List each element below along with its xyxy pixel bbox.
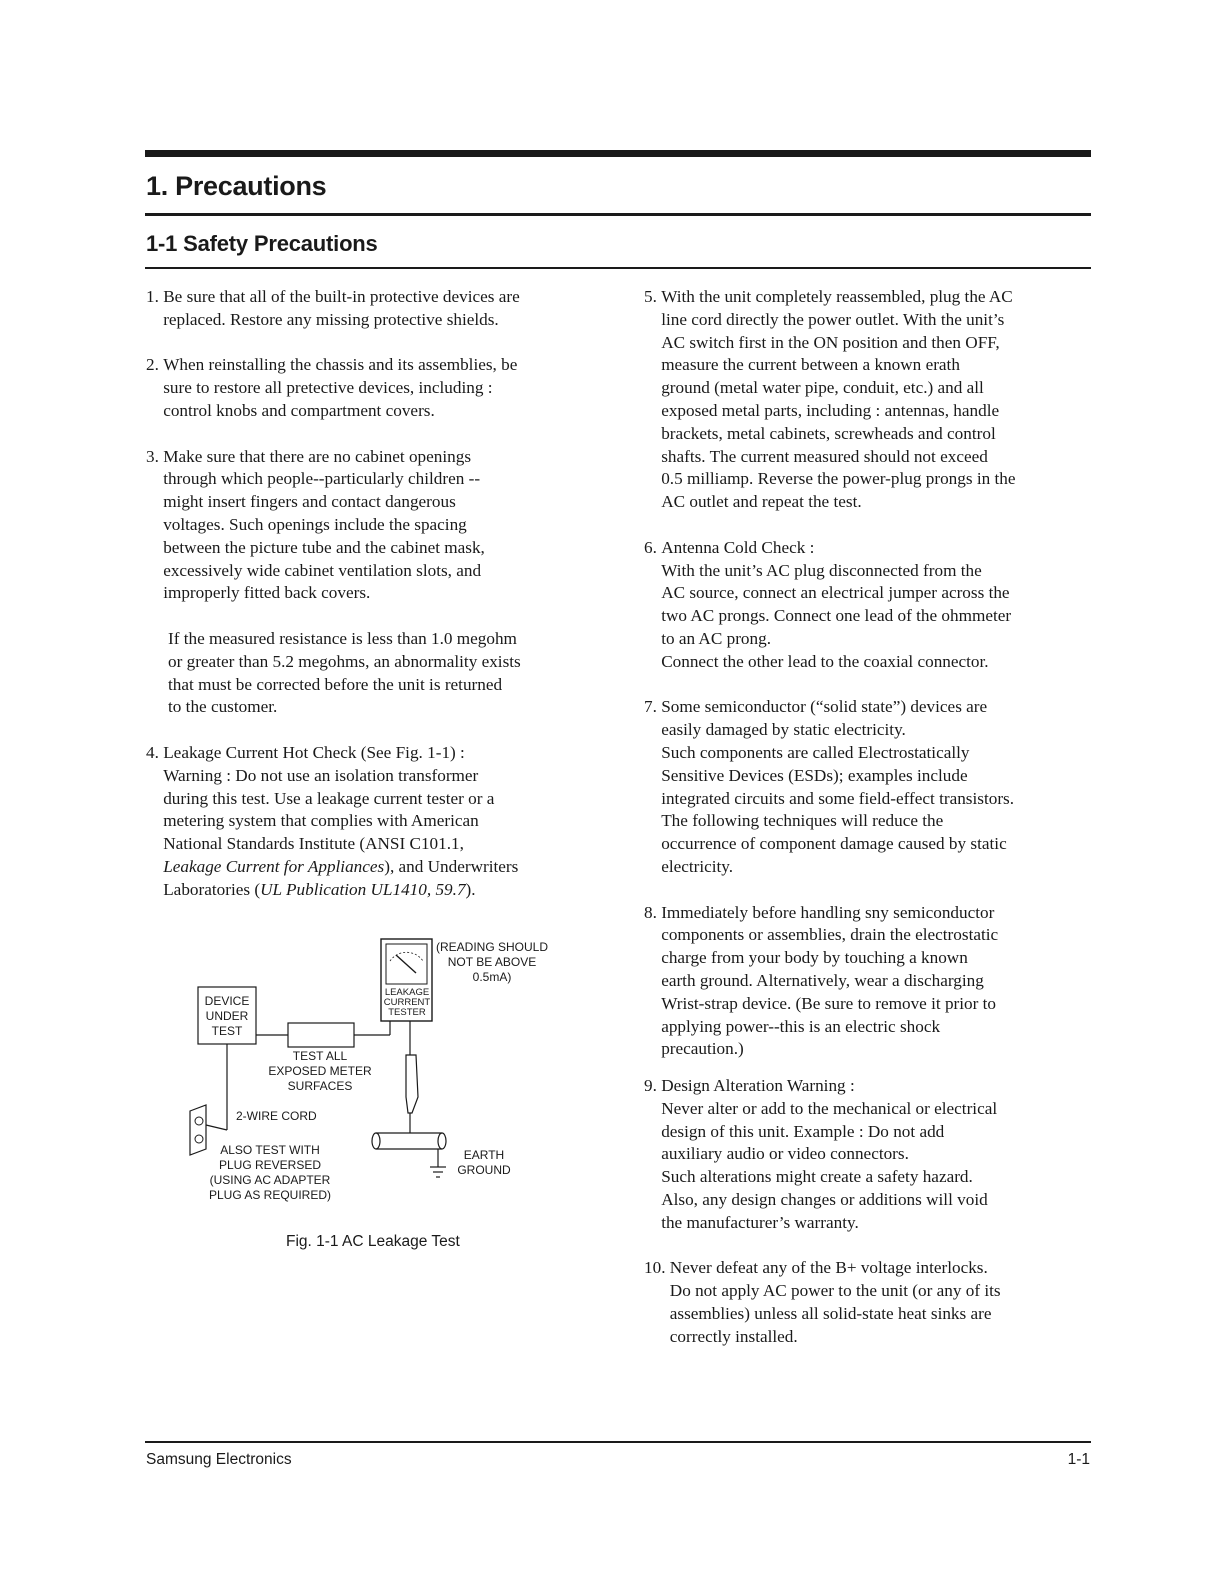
- left-column: [146, 286, 606, 902]
- note-text-line: If the measured resistance is less than 1.0 megohm: [168, 628, 517, 648]
- item-number: 5.: [644, 287, 662, 306]
- item-text-line: control knobs and compartment covers.: [163, 400, 435, 420]
- note-text-line: or greater than 5.2 megohms, an abnormality exists: [168, 651, 521, 671]
- item-text-line: Do not apply AC power to the unit (or any of its: [669, 1281, 1001, 1301]
- item-text-line: Some semiconductor (“solid state”) devices are: [661, 697, 988, 717]
- item-text-line: Wrist-strap device. (Be sure to remove it prior to: [661, 993, 997, 1013]
- item-text-line: Never defeat any of the B+ voltage interlocks.: [669, 1258, 988, 1278]
- item-number: 3.: [146, 446, 164, 466]
- item-text-line: AC source, connect an electrical jumper across the: [661, 583, 1010, 603]
- test-all-label-line: SURFACES: [287, 1079, 353, 1093]
- item-text-line: two AC prongs. Connect one lead of the ohmmeter: [661, 606, 1012, 626]
- item-text-line: [163, 856, 606, 879]
- precaution-item-6: [644, 537, 1094, 674]
- item-text-line: brackets, metal cabinets, screwheads and control: [661, 423, 996, 443]
- item-text-line: ground (metal water pipe, conduit, etc.) and all: [661, 378, 984, 398]
- earth-label-line: EARTH: [463, 1148, 505, 1162]
- item-text-line: might insert fingers and contact dangerous: [163, 492, 456, 512]
- also-test-label-line: (USING AC ADAPTER: [209, 1173, 331, 1187]
- item-text-line: replaced. Restore any missing protective shields.: [163, 309, 499, 329]
- tester-label-line: TESTER: [388, 1007, 426, 1018]
- item-text-line: The following techniques will reduce the: [661, 811, 944, 831]
- note-text-line: that must be corrected before the unit is returned: [168, 674, 503, 694]
- precaution-item-8: [644, 902, 1094, 1062]
- item-number: 8.: [644, 902, 662, 922]
- footer-company: Samsung Electronics: [146, 1451, 292, 1468]
- device-label-line: UNDER: [205, 1009, 249, 1023]
- item-text-line: shafts. The current measured should not exceed: [661, 446, 988, 466]
- item-text-line: metering system that complies with American: [163, 811, 479, 831]
- item-text-line: excessively wide cabinet ventilation slots, and: [163, 560, 482, 580]
- page-number: 1-1: [1067, 1451, 1090, 1468]
- item-text-line: components or assemblies, drain the electrostatic: [661, 925, 999, 945]
- precaution-item-2: [146, 354, 606, 422]
- chapter-title: 1. Precautions: [146, 171, 327, 201]
- item-text-line: design of this unit. Example : Do not add: [661, 1121, 945, 1141]
- right-column: [644, 286, 1094, 1349]
- test-probe: [406, 1055, 418, 1113]
- item-text-line: assemblies) unless all solid-state heat sinks are: [669, 1304, 992, 1324]
- item-text-line: Such alterations might create a safety hazard.: [661, 1167, 973, 1187]
- cord-label: 2-WIRE CORD: [236, 1109, 317, 1123]
- precaution-item-5: [644, 286, 1094, 514]
- item-text-line: Make sure that there are no cabinet openings: [163, 446, 472, 466]
- item-text-line: between the picture tube and the cabinet mask,: [163, 537, 485, 557]
- item-text-line: applying power--this is an electric shock: [661, 1016, 941, 1036]
- precaution-item-10: [644, 1257, 1094, 1348]
- item-number: 4.: [146, 742, 164, 762]
- item-text-line: charge from your body by touching a known: [661, 948, 968, 968]
- item-text-line: AC switch first in the ON position and then OFF,: [661, 332, 1000, 352]
- item-number: 7.: [644, 697, 662, 717]
- item-text-line: Be sure that all of the built-in protective devices are: [163, 287, 520, 306]
- ac-leakage-test-diagram: [180, 935, 560, 1210]
- figure-caption: Fig. 1-1 AC Leakage Test: [286, 1233, 460, 1250]
- item-text-line: auxiliary audio or video connectors.: [661, 1144, 909, 1164]
- device-label-line: TEST: [211, 1024, 243, 1038]
- item-text-line: line cord directly the power outlet. With the unit’s: [661, 309, 1005, 329]
- item-text-line: When reinstalling the chassis and its assemblies, be: [163, 355, 518, 375]
- reading-note-line: 0.5mA): [472, 970, 512, 984]
- item-text-line: With the unit completely reassembled, plug the AC: [661, 287, 1013, 306]
- item-text-line: the manufacturer’s warranty.: [661, 1212, 859, 1232]
- tester-label-line: LEAKAGE: [384, 987, 430, 998]
- item-text-line: during this test. Use a leakage current tester or a: [163, 788, 495, 808]
- item-text-line: With the unit’s AC plug disconnected from the: [661, 560, 982, 580]
- item-text-fragment: ), and Underwriters: [384, 856, 519, 876]
- item-text-line: Leakage Current Hot Check (See Fig. 1-1) :: [163, 742, 465, 762]
- item-text-line: [163, 879, 606, 902]
- top-rule: [145, 150, 1091, 157]
- note-text-line: to the customer.: [168, 697, 278, 717]
- item-text-line: sure to restore all pretective devices, including :: [163, 378, 493, 398]
- item-number: 9.: [644, 1076, 662, 1096]
- item-text-line: Sensitive Devices (ESDs); examples include: [661, 765, 968, 785]
- item-text-line: Immediately before handling sny semiconductor: [661, 902, 995, 922]
- item-number: 1.: [146, 287, 164, 306]
- item-text-line: earth ground. Alternatively, wear a discharging: [661, 970, 984, 990]
- italic-standard-name: Leakage Current for Appliances: [163, 856, 385, 876]
- item-text-line: occurrence of component damage caused by static: [661, 834, 1007, 854]
- item-text-line: Never alter or add to the mechanical or electrical: [661, 1098, 998, 1118]
- earth-label-line: GROUND: [457, 1163, 511, 1177]
- item-text-line: easily damaged by static electricity.: [661, 720, 906, 740]
- item-text-line: Connect the other lead to the coaxial connector.: [661, 651, 989, 671]
- device-label-line: DEVICE: [204, 994, 250, 1008]
- item-text-line: correctly installed.: [669, 1326, 798, 1346]
- item-text-line: Warning : Do not use an isolation transformer: [163, 765, 479, 785]
- item-number: 2.: [146, 355, 164, 375]
- also-test-label-line: PLUG AS REQUIRED): [208, 1188, 332, 1202]
- item-text-line: precaution.): [661, 1039, 744, 1059]
- item-text-fragment: Laboratories (: [163, 879, 261, 899]
- italic-publication-name: UL Publication UL1410, 59.7: [260, 879, 466, 899]
- item-number: 10.: [644, 1258, 670, 1278]
- precaution-item-3: [146, 446, 606, 606]
- tester-label-line: CURRENT: [383, 997, 431, 1008]
- precaution-item-9: [644, 1075, 1094, 1235]
- item-text-line: AC outlet and repeat the test.: [661, 492, 862, 512]
- item-text-line: to an AC prong.: [661, 628, 771, 648]
- reading-note-line: NOT BE ABOVE: [447, 955, 537, 969]
- item-text-line: improperly fitted back covers.: [163, 583, 371, 603]
- item-text-line: 0.5 milliamp. Reverse the power-plug prongs in the: [661, 469, 1016, 489]
- title-rule: [145, 213, 1091, 216]
- wall-outlet: [190, 1105, 206, 1155]
- item-text-line: exposed metal parts, including : antennas, handle: [661, 400, 1000, 420]
- item-text-line: measure the current between a known erath: [661, 355, 960, 375]
- also-test-label-line: PLUG REVERSED: [218, 1158, 322, 1172]
- item-text-line: voltages. Such openings include the spacing: [163, 514, 467, 534]
- item-text-line: Such components are called Electrostatically: [661, 742, 970, 762]
- section-rule: [145, 267, 1091, 269]
- probe-box: [288, 1023, 354, 1047]
- reading-note-line: (READING SHOULD: [435, 940, 549, 954]
- item-text-line: Also, any design changes or additions will void: [661, 1190, 988, 1210]
- test-all-label-line: TEST ALL: [292, 1049, 348, 1063]
- test-all-label-line: EXPOSED METER: [268, 1064, 372, 1078]
- item-text-line: Antenna Cold Check :: [661, 537, 815, 557]
- resistance-note: [146, 628, 606, 719]
- precaution-item-7: [644, 696, 1094, 878]
- precaution-item-1: [146, 286, 606, 332]
- item-text-line: Design Alteration Warning :: [661, 1076, 855, 1096]
- earth-pipe: [376, 1133, 442, 1149]
- footer-rule: [145, 1441, 1091, 1443]
- item-number: 6.: [644, 537, 662, 557]
- meter-needle: [396, 955, 416, 973]
- item-text-line: integrated circuits and some field-effect transistors.: [661, 788, 1015, 808]
- item-text-fragment: ).: [465, 879, 476, 899]
- also-test-label-line: ALSO TEST WITH: [220, 1143, 320, 1157]
- section-title: 1-1 Safety Precautions: [146, 231, 378, 256]
- precaution-item-4: [146, 742, 606, 902]
- item-text-line: through which people--particularly children --: [163, 469, 481, 489]
- item-text-line: National Standards Institute (ANSI C101.1,: [163, 834, 464, 854]
- item-text-line: electricity.: [661, 856, 734, 876]
